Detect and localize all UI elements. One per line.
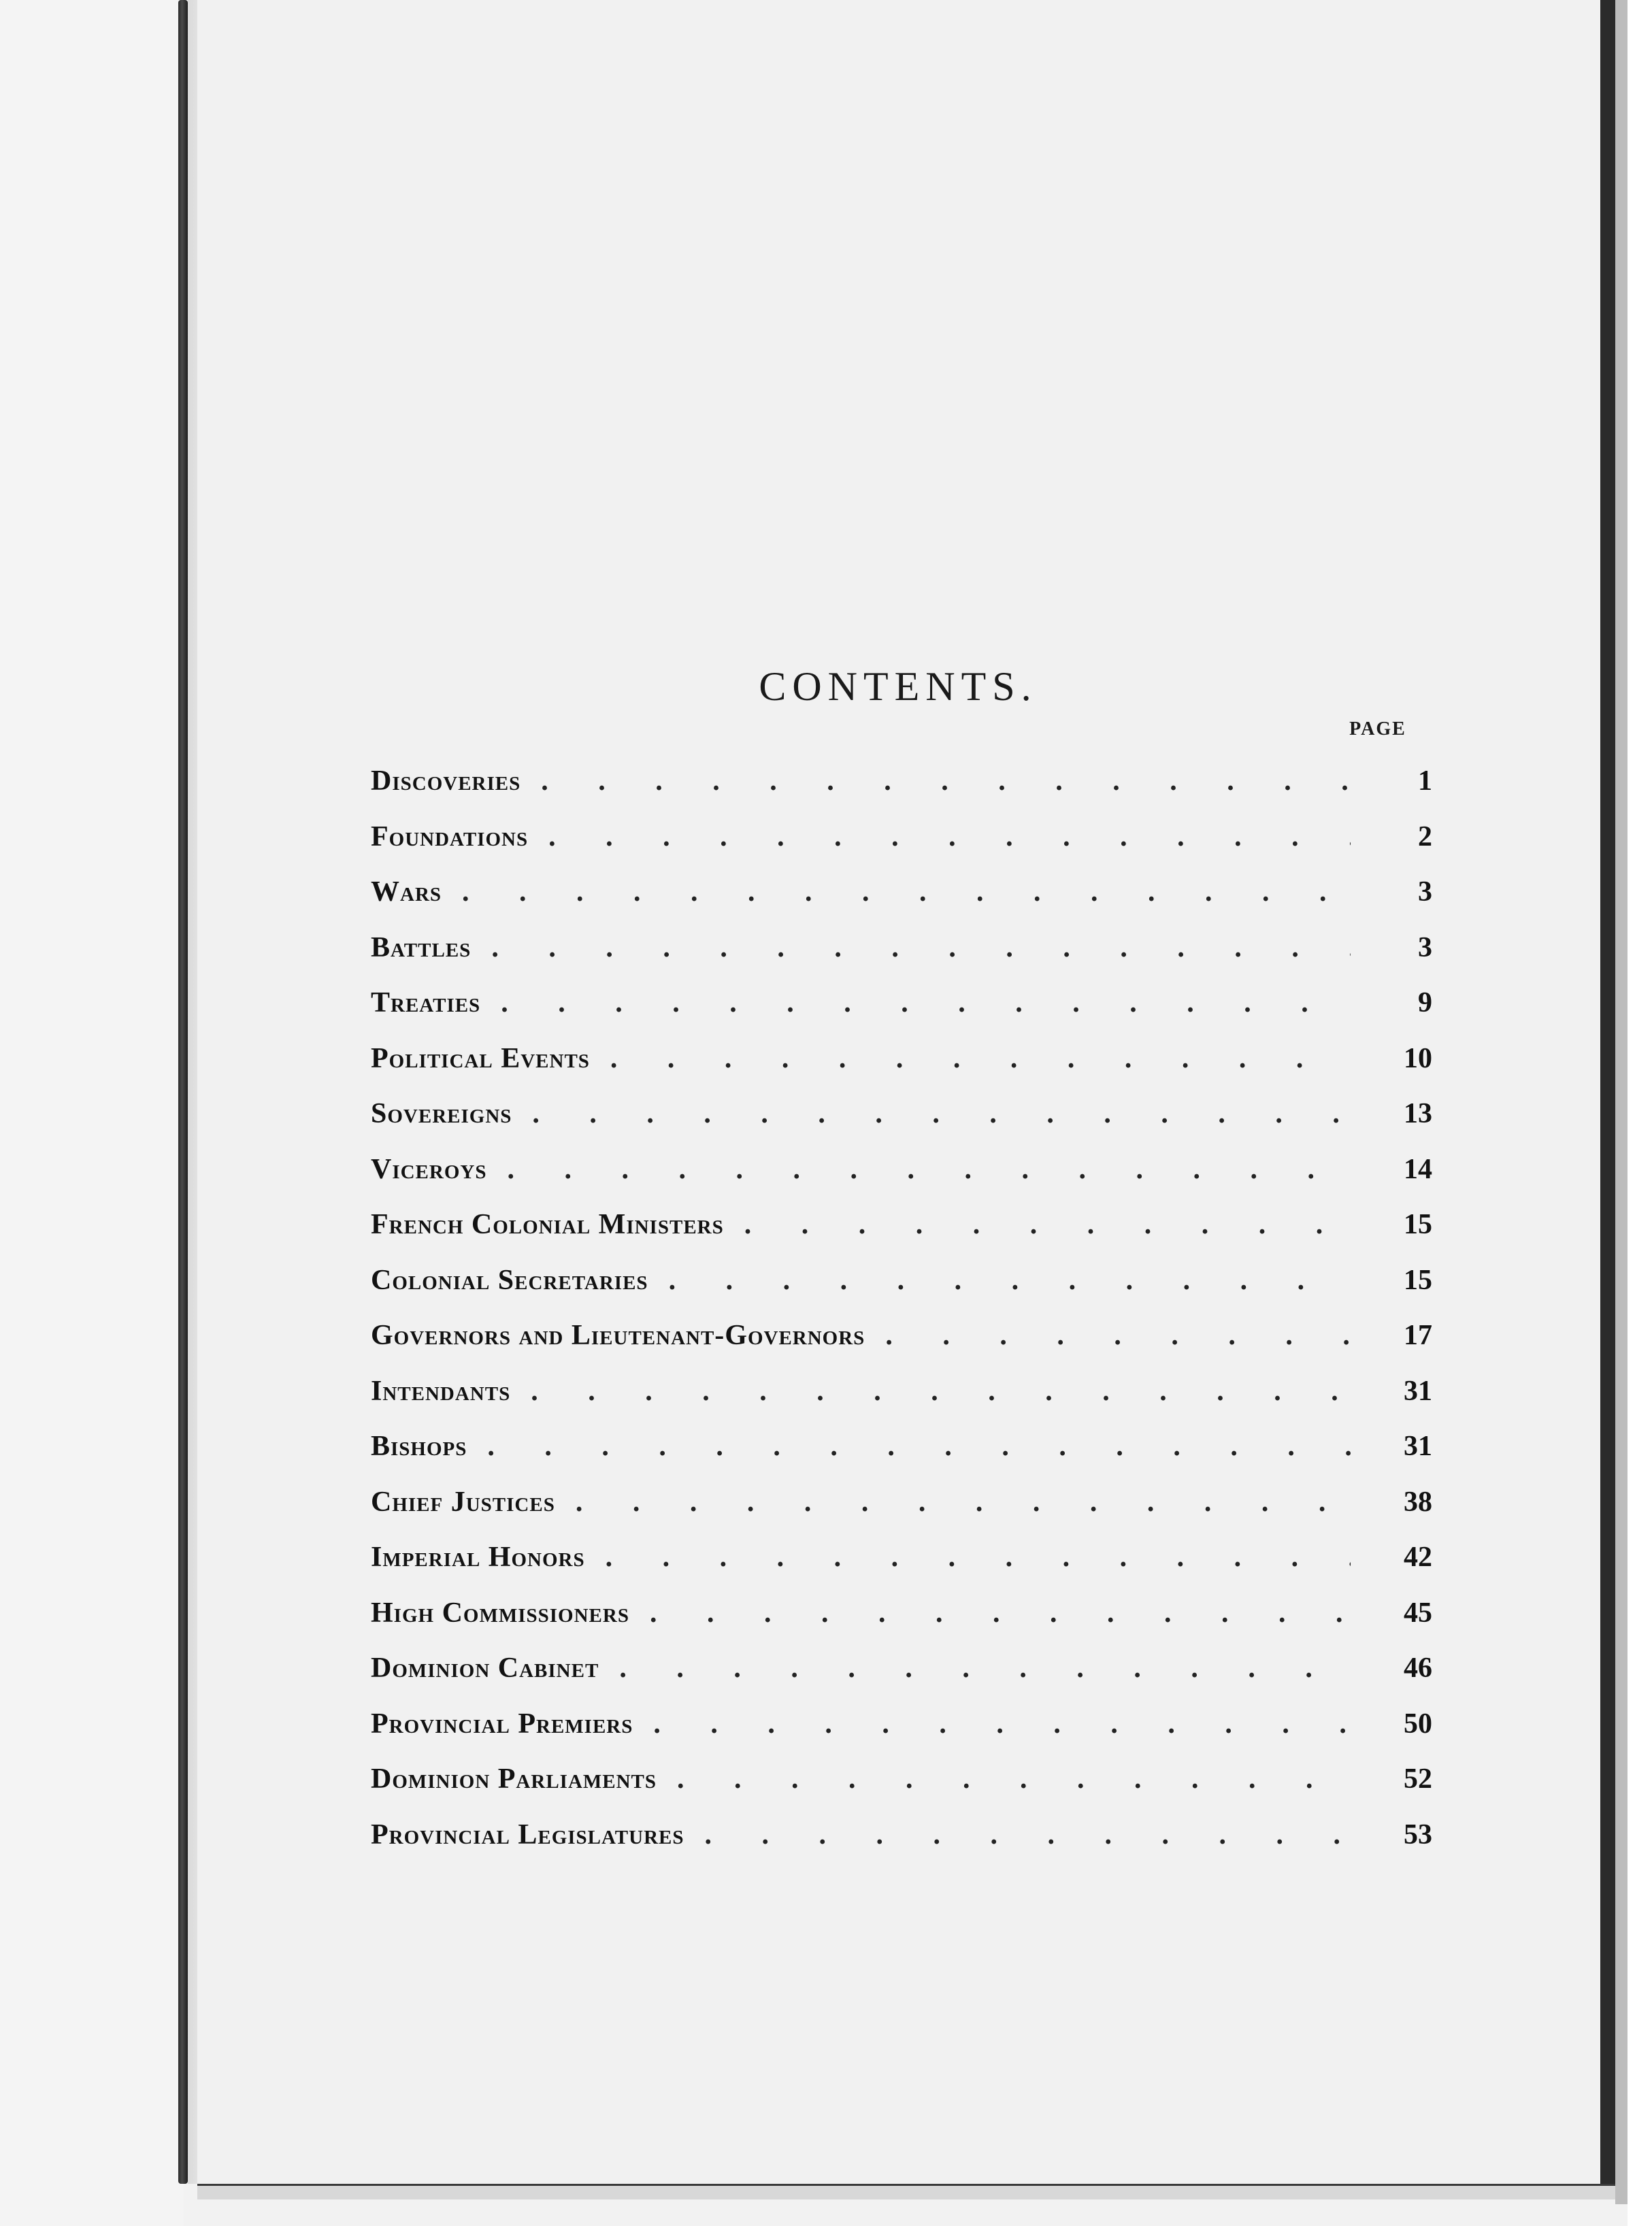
toc-entry-title: Dominion Cabinet [371, 1652, 599, 1684]
dot-leader [653, 1697, 1351, 1752]
scan-border [1628, 0, 1652, 2226]
toc-entry [371, 1364, 1432, 1420]
table-of-contents [371, 754, 1432, 1863]
toc-entry-page: 53 [1404, 1818, 1432, 1850]
toc-entry-page: 42 [1404, 1542, 1432, 1573]
toc-entry-title: Treaties [371, 987, 481, 1018]
dot-leader [619, 1641, 1351, 1697]
toc-entry-title: Battles [371, 931, 472, 963]
toc-entry [371, 1142, 1432, 1198]
toc-entry [371, 1086, 1432, 1142]
toc-entry-page: 10 [1404, 1042, 1432, 1074]
toc-entry-page: 13 [1404, 1098, 1432, 1129]
dot-leader [462, 865, 1351, 920]
toc-entry-page: 15 [1404, 1209, 1432, 1240]
toc-entry-page: 14 [1404, 1153, 1432, 1185]
toc-entry-title: Bishops [371, 1431, 467, 1462]
toc-entry-title: Governors and Lieutenant-Governors [371, 1320, 865, 1351]
toc-entry-page: 1 [1418, 765, 1432, 797]
toc-entry-title: French Colonial Ministers [371, 1209, 724, 1240]
dot-leader [531, 1364, 1351, 1420]
toc-entry [371, 1697, 1432, 1752]
toc-entry [371, 1641, 1432, 1697]
toc-entry-page: 50 [1404, 1708, 1432, 1740]
toc-entry [371, 865, 1432, 920]
toc-entry-title: Foundations [371, 820, 529, 852]
dot-leader [491, 920, 1351, 976]
right-page-edge [1600, 0, 1615, 2197]
contents-heading: CONTENTS. [759, 664, 1038, 710]
toc-entry-page: 9 [1418, 987, 1432, 1018]
dot-leader [501, 976, 1351, 1031]
dot-leader [744, 1197, 1351, 1253]
toc-entry [371, 1530, 1432, 1586]
toc-entry-page: 38 [1404, 1486, 1432, 1518]
dot-leader [606, 1530, 1351, 1586]
dot-leader [576, 1475, 1351, 1531]
toc-entry-title: Colonial Secretaries [371, 1264, 648, 1296]
dot-leader [705, 1808, 1351, 1863]
toc-entry-title: Viceroys [371, 1153, 487, 1185]
dot-leader [610, 1031, 1351, 1087]
toc-entry [371, 1253, 1432, 1309]
toc-entry-page: 15 [1404, 1264, 1432, 1296]
page-column-label: PAGE [1349, 718, 1406, 740]
left-facing-page-edge [0, 0, 184, 2226]
dot-leader [650, 1586, 1351, 1642]
toc-entry-title: Chief Justices [371, 1486, 555, 1518]
toc-entry-title: Discoveries [371, 765, 521, 797]
dot-leader [487, 1419, 1351, 1475]
toc-entry-title: Provincial Legislatures [371, 1818, 684, 1850]
toc-entry [371, 1475, 1432, 1531]
book-gutter [178, 0, 188, 2184]
toc-entry-page: 31 [1404, 1375, 1432, 1407]
toc-entry-title: Intendants [371, 1375, 511, 1407]
toc-entry [371, 920, 1432, 976]
right-page-edge-shade [1615, 0, 1628, 2204]
bottom-page-edge [197, 2184, 1615, 2199]
toc-entry-title: High Commissioners [371, 1597, 629, 1629]
dot-leader [541, 754, 1351, 810]
toc-entry-page: 3 [1418, 876, 1432, 908]
toc-entry [371, 1419, 1432, 1475]
dot-leader [677, 1752, 1351, 1808]
toc-entry-title: Political Events [371, 1042, 590, 1074]
toc-entry [371, 1197, 1432, 1253]
toc-entry-page: 17 [1404, 1320, 1432, 1351]
toc-entry-page: 46 [1404, 1652, 1432, 1684]
toc-entry-title: Imperial Honors [371, 1542, 585, 1573]
toc-entry-page: 52 [1404, 1763, 1432, 1795]
dot-leader [669, 1253, 1351, 1309]
toc-entry-title: Wars [371, 876, 442, 908]
dot-leader [532, 1086, 1351, 1142]
toc-entry [371, 810, 1432, 865]
toc-entry-page: 3 [1418, 931, 1432, 963]
toc-entry-title: Provincial Premiers [371, 1708, 633, 1740]
toc-entry [371, 1031, 1432, 1087]
dot-leader [507, 1142, 1351, 1198]
toc-entry-page: 31 [1404, 1431, 1432, 1462]
toc-entry [371, 1308, 1432, 1364]
dot-leader [548, 810, 1351, 865]
toc-entry-title: Dominion Parliaments [371, 1763, 657, 1795]
toc-entry [371, 1808, 1432, 1863]
toc-entry [371, 1752, 1432, 1808]
toc-entry-page: 45 [1404, 1597, 1432, 1629]
toc-entry-page: 2 [1418, 820, 1432, 852]
toc-entry [371, 976, 1432, 1031]
toc-entry [371, 1586, 1432, 1642]
toc-entry-title: Sovereigns [371, 1098, 512, 1129]
dot-leader [885, 1308, 1351, 1364]
toc-entry [371, 754, 1432, 810]
